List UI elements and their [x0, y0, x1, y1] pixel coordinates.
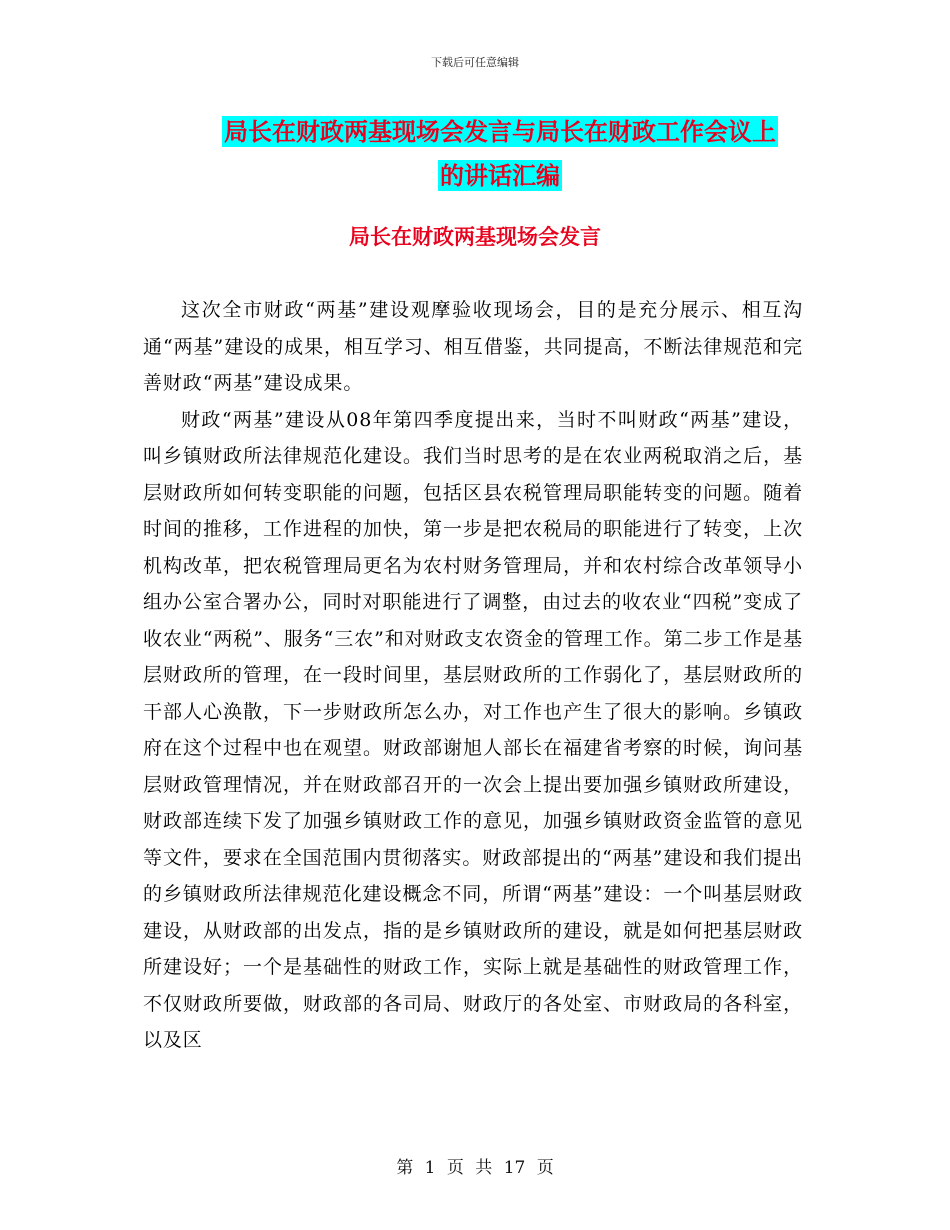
page-header-note: 下载后可任意编辑: [431, 56, 519, 69]
body-text: [143, 292, 803, 1059]
paragraph: 这次全市财政“两基”建设观摩验收现场会，目的是充分展示、相互沟通“两基”建设的成果，相互学习、相互借鉴，共同提高，不断法律规范和完善财政“两基”建设成果。: [143, 299, 803, 394]
paragraph: 财政“两基”建设从08年第四季度提出来，当时不叫财政“两基”建设，叫乡镇财政所法律规范化建设。我们当时思考的是在农业两税取消之后，基层财政所如何转变职能的问题，包括区县农税管理局职能转变的问题。随着时间的推移，工作进程的加快，第一步是把农税局的职能进行了转变，上次机构改革，把农税管理局更名为农村财务管理局，并和农村综合改革领导小组办公室合署办公，同时对职能进行了调整，由过去的收农业“四税”变成了收农业“两税”、服务“三农”和对财政支农资金的管理工作。第二步工作是基层财政所的管理，在一段时间里，基层财政所的工作弱化了，基层财政所的干部人心涣散，下一步财政所怎么办，对工作也产生了很大的影响。乡镇政府在这个过程中也在观望。财政部谢旭人部长在福建省考察的时候，询问基层财政管理情况，并在财政部召开的一次会上提出要加强乡镇财政所建设，财政部连续下发了加强乡镇财政工作的意见，加强乡镇财政资金监管的意见等文件，要求在全国范围内贯彻落实。财政部提出的“两基”建设和我们提出的乡镇财政所法律规范化建设概念不同，所谓“两基”建设：一个叫基层财政建设，从财政部的出发点，指的是乡镇财政所的建设，就是如何把基层财政所建设好；一个是基础性的财政工作，实际上就是基础性的财政管理工作，不仅财政所要做，财政部的各司局、财政厅的各处室、市财政局的各科室，以及区: [143, 408, 803, 1051]
document-title: [150, 110, 850, 198]
section-title: 局长在财政两基现场会发言: [349, 224, 601, 249]
document-title-line-2: 的讲话汇编: [440, 161, 560, 190]
document-title-line-1: 局长在财政两基现场会发言与局长在财政工作会议上: [224, 117, 776, 146]
page-footer: 第 1 页 共 17 页: [396, 1158, 554, 1178]
